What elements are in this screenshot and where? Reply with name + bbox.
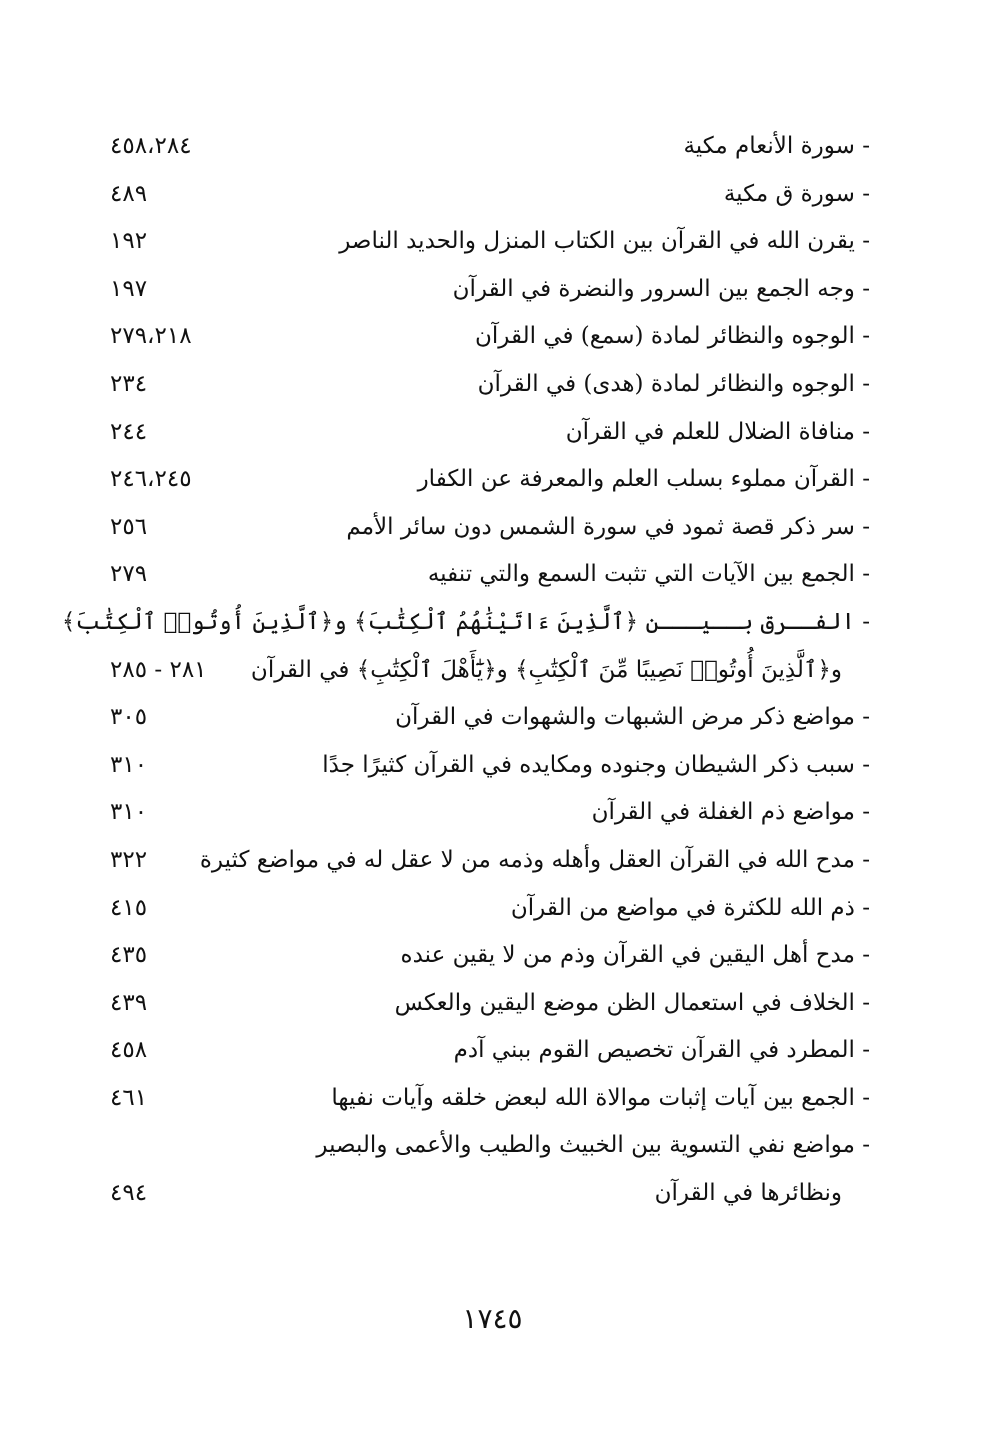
page-number: ١٧٤٥ [462, 1302, 523, 1335]
index-entry [110, 983, 870, 1031]
entry-topic: - القرآن مملوء بسلب العلم والمعرفة عن الكفار [417, 466, 870, 493]
entry-page-numbers: ٣٢٢ [110, 846, 148, 873]
entry-page-numbers: ٤٨٩ [110, 180, 148, 207]
entry-topic: - الفــرق بــيـــن ﴿ٱلَّذِينَ ءَاتَيْنَٰهُمُ ٱلْكِتَٰبَ﴾ و﴿ٱلَّذِينَ أُوتُوا۟ ٱلْكِتَٰبَ﴾ [61, 608, 870, 635]
index-entry [110, 697, 870, 745]
index-entry [110, 792, 870, 840]
entry-topic: - ذم الله للكثرة في مواضع من القرآن [510, 894, 870, 921]
index-entry [110, 126, 870, 174]
index-entry [110, 935, 870, 983]
entry-topic: - يقرن الله في القرآن بين الكتاب المنزل والحديد الناصر [339, 228, 870, 255]
index-entry [110, 1078, 870, 1126]
entry-topic: - مواضع ذكر مرض الشبهات والشهوات في القرآن [395, 704, 870, 731]
entry-page-numbers: ٤٥٨ [110, 1037, 148, 1064]
index-entry [110, 888, 870, 936]
entry-page-numbers: ٤١٥ [110, 894, 148, 921]
entry-topic: - مواضع ذم الغفلة في القرآن [591, 799, 870, 826]
index-entry [110, 412, 870, 460]
entry-page-numbers: ٣١٠ [110, 799, 148, 826]
index-entry-continuation [110, 650, 870, 698]
index-entry [110, 459, 870, 507]
entry-topic: - الوجوه والنظائر لمادة (هدى) في القرآن [477, 370, 870, 397]
entry-page-numbers: ٢٥٦ [110, 513, 148, 540]
entry-page-numbers: ٢٨١ - ٢٨٥ [110, 656, 207, 683]
entry-page-numbers: ٤٦١ [110, 1084, 148, 1111]
index-entry [110, 554, 870, 602]
entry-topic: - الوجوه والنظائر لمادة (سمع) في القرآن [474, 323, 870, 350]
entry-page-numbers: ٣١٠ [110, 751, 148, 778]
index-entry [110, 507, 870, 555]
index-entry [110, 364, 870, 412]
entry-topic: و﴿ٱلَّذِينَ أُوتُوا۟ نَصِيبًا مِّنَ ٱلْكِتَٰبِ﴾ و﴿يَٰٓأَهْلَ ٱلْكِتَٰبِ﴾ في القرآن [250, 656, 842, 683]
entry-topic: - الخلاف في استعمال الظن موضع اليقين والعكس [394, 989, 870, 1016]
entry-topic: - المطرد في القرآن تخصيص القوم ببني آدم [453, 1037, 870, 1064]
entry-page-numbers: ٣٠٥ [110, 704, 148, 731]
entry-page-numbers: ١٩٧ [110, 275, 148, 302]
index-entry [110, 840, 870, 888]
index-entry [110, 745, 870, 793]
entry-topic: - سورة الأنعام مكية [683, 133, 870, 159]
entry-topic: - مدح أهل اليقين في القرآن وذم من لا يقين عنده [400, 942, 870, 969]
index-entry [110, 221, 870, 269]
entry-topic: - منافاة الضلال للعلم في القرآن [565, 418, 870, 445]
entry-page-numbers: ٢٤٦،٢٤٥ [110, 466, 192, 493]
entry-topic: - سر ذكر قصة ثمود في سورة الشمس دون سائر الأمم [346, 513, 870, 540]
entry-topic: ونظائرها في القرآن [654, 1180, 842, 1207]
entry-topic: - سبب ذكر الشيطان وجنوده ومكايده في القرآن كثيرًا جدًا [322, 751, 870, 778]
entry-page-numbers: ٤٥٨،٢٨٤ [110, 133, 192, 159]
index-entry [110, 1030, 870, 1078]
entry-page-numbers: ٢٧٩،٢١٨ [110, 323, 192, 350]
entry-topic: - سورة ق مكية [723, 180, 870, 207]
entry-topic: - الجمع بين الآيات التي تثبت السمع والتي تنفيه [427, 561, 870, 588]
index-entry [110, 269, 870, 317]
index-entry [110, 316, 870, 364]
index-entries [61, 126, 870, 1221]
entry-topic: - مواضع نفي التسوية بين الخبيث والطيب والأعمى والبصير [316, 1132, 870, 1159]
entry-page-numbers: ٢٧٩ [110, 561, 148, 588]
index-entry [110, 1125, 870, 1173]
entry-topic: - وجه الجمع بين السرور والنضرة في القرآن [452, 275, 870, 302]
entry-page-numbers: ٢٣٤ [110, 370, 148, 397]
entry-page-numbers: ٤٩٤ [110, 1180, 148, 1207]
index-entry-continuation [110, 1173, 870, 1221]
entry-page-numbers: ١٩٢ [110, 228, 148, 255]
entry-page-numbers: ٢٤٤ [110, 418, 148, 445]
entry-page-numbers: ٤٣٩ [110, 989, 148, 1016]
index-entry [61, 602, 870, 650]
entry-page-numbers: ٤٣٥ [110, 942, 148, 969]
index-entry [110, 174, 870, 222]
entry-topic: - مدح الله في القرآن العقل وأهله وذمه من لا عقل له في مواضع كثيرة [199, 846, 870, 873]
entry-topic: - الجمع بين آيات إثبات موالاة الله لبعض خلقه وآيات نفيها [331, 1084, 870, 1111]
